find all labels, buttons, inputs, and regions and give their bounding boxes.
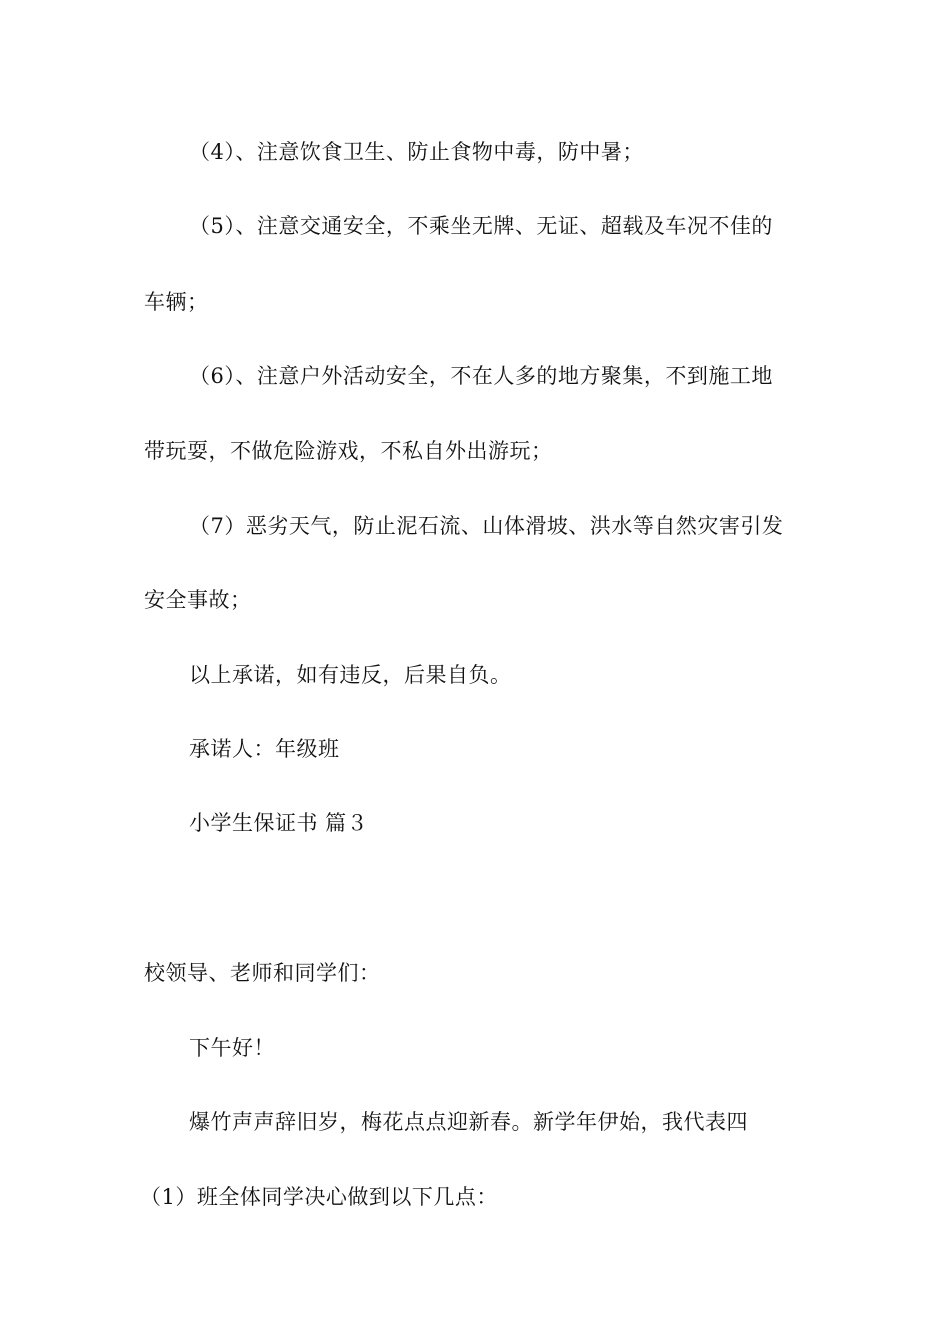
paragraph-item-7-cont: 安全事故； (144, 588, 252, 612)
paragraph-item-6: （6）、注意户外活动安全，不在人多的地方聚集，不到施工地 (189, 364, 773, 388)
promiser-line: 承诺人：年级班 (189, 737, 340, 761)
paragraph-item-6-cont: 带玩耍，不做危险游戏，不私自外出游玩； (144, 439, 553, 463)
paragraph-item-5: （5）、注意交通安全，不乘坐无牌、无证、超载及车况不佳的 (189, 214, 773, 238)
body-paragraph: 爆竹声声辞旧岁，梅花点点迎新春。新学年伊始，我代表四 (189, 1110, 748, 1134)
body-paragraph-cont: （1）班全体同学决心做到以下几点： (140, 1185, 498, 1209)
section-heading: 小学生保证书 篇３ (189, 811, 369, 835)
paragraph-item-7: （7）恶劣天气，防止泥石流、山体滑坡、洪水等自然灾害引发 (189, 514, 784, 538)
paragraph-item-4: （4）、注意饮食卫生、防止食物中毒，防中暑； (189, 140, 644, 164)
promise-statement: 以上承诺，如有违反，后果自负。 (189, 663, 512, 687)
paragraph-item-5-cont: 车辆； (144, 290, 209, 314)
greeting: 下午好！ (189, 1036, 275, 1060)
salutation: 校领导、老师和同学们： (144, 961, 381, 985)
